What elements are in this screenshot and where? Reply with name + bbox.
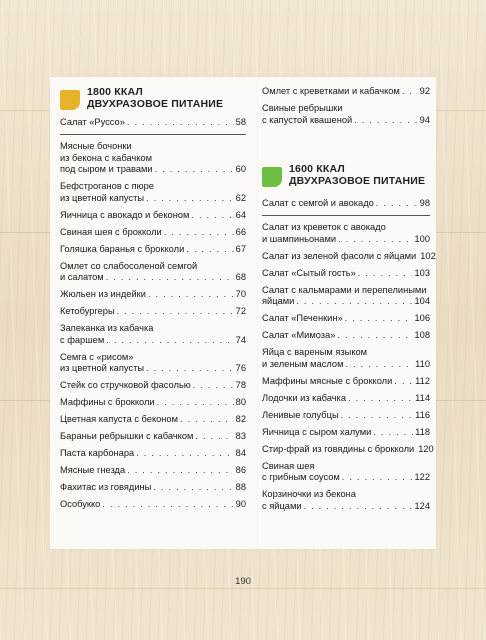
dot-leader: [345, 359, 413, 371]
toc-entry: [60, 181, 246, 204]
toc-entry-title: Фахитас из говядины: [60, 482, 152, 492]
toc-entry-title-line: Корзиночки из бекона: [262, 489, 356, 499]
toc-entry-title: под сыром и травами: [60, 164, 153, 174]
dot-leader: [191, 210, 233, 222]
toc-entry-title: Стир-фрай из говядины с брокколи: [262, 443, 415, 454]
toc-entry-page: 72: [235, 306, 246, 316]
toc-entry-page: 80: [235, 397, 246, 407]
toc-entry-title: Стейк со стручковой фасолью: [60, 380, 191, 390]
toc-entry-page: 120: [418, 443, 434, 454]
yellow-square-icon: [60, 90, 80, 110]
toc-entry-page: 116: [415, 409, 430, 420]
toc-entry-title-line: из бекона с кабачком: [60, 152, 152, 163]
toc-entry-page: 58: [235, 117, 246, 127]
toc-entry-title-line: Бефстроганов с пюре: [60, 181, 154, 191]
toc-entry-page: 124: [414, 500, 430, 511]
toc-entry-page: 122: [414, 472, 430, 482]
section-header-1800: [60, 86, 223, 110]
dot-leader: [345, 313, 413, 325]
dot-leader: [157, 397, 234, 409]
toc-entry-title: с фаршем: [60, 334, 105, 345]
dot-leader: [337, 330, 412, 342]
toc-list-1800: [60, 117, 246, 516]
dot-leader: [195, 431, 233, 443]
toc-entry-title: Бараньи ребрышки с кабачком: [60, 431, 194, 441]
toc-entry-title: Яичница с авокадо и беконом: [60, 209, 190, 220]
dot-leader: [376, 198, 418, 210]
toc-entry-title: Салат «Печенкин»: [262, 313, 343, 323]
toc-entry-title: из цветной капусты: [60, 363, 145, 373]
toc-entry-page: 112: [415, 375, 430, 386]
toc-entry: [60, 431, 246, 443]
toc-entry: [60, 227, 246, 239]
toc-entry-page: 98: [419, 198, 430, 208]
toc-entry: [262, 330, 430, 342]
toc-entry: [262, 461, 430, 484]
dot-leader: [373, 427, 413, 439]
toc-entry: [60, 414, 246, 426]
toc-entry: [262, 103, 430, 126]
toc-entry-title: Мясные гнезда: [60, 465, 126, 475]
toc-entry: [60, 323, 246, 346]
toc-entry-page: 94: [419, 114, 430, 125]
toc-entry-page: 68: [235, 272, 246, 282]
dot-leader: [102, 499, 233, 511]
toc-entry-page: 110: [415, 358, 430, 369]
toc-entry: [60, 397, 246, 409]
toc-entry: [60, 352, 246, 375]
toc-entry-page: 74: [235, 334, 246, 345]
page-number: 190: [235, 576, 251, 587]
toc-entry: [262, 393, 430, 405]
toc-entry-title: Жюльен из индейки: [60, 289, 146, 299]
dot-leader: [146, 193, 234, 205]
toc-entry: [262, 376, 430, 388]
dot-leader: [155, 164, 234, 176]
dot-leader: [338, 234, 412, 246]
dot-leader: [342, 472, 413, 484]
toc-entry: [60, 380, 246, 392]
toc-entry-page: 103: [414, 267, 430, 278]
dot-leader: [354, 115, 417, 127]
toc-list-1800-continued: [262, 86, 430, 132]
toc-entry-page: 104: [414, 296, 430, 306]
divider-line: [60, 134, 246, 135]
toc-entry-page: 108: [414, 330, 430, 340]
dot-leader: [341, 410, 414, 422]
dot-leader: [186, 244, 233, 256]
toc-entry-title-line: Салат с кальмарами и перепелиными: [262, 284, 427, 295]
toc-entry-title: Салат из зеленой фасоли с яйцами: [262, 250, 417, 261]
toc-entry-title-line: Мясные бочонки: [60, 141, 132, 151]
section-title-1600: 1600 ККАЛ ДВУХРАЗОВОЕ ПИТАНИЕ: [289, 163, 426, 187]
toc-entry: [60, 499, 246, 511]
toc-entry-title: Салат «Сытый гость»: [262, 267, 356, 278]
toc-entry-title-line: Семга с «рисом»: [60, 351, 134, 362]
toc-entry: [262, 410, 430, 422]
toc-entry-title: Маффины с брокколи: [60, 397, 155, 407]
toc-entry-page: 114: [415, 392, 430, 403]
dot-leader: [117, 306, 234, 318]
green-square-icon: [262, 167, 282, 187]
toc-entry-page: 84: [235, 448, 246, 458]
toc-entry: [262, 198, 430, 210]
toc-entry-page: 86: [235, 465, 246, 475]
toc-entry-title: с яйцами: [262, 500, 302, 511]
toc-entry: [262, 489, 430, 512]
toc-entry-title: Салат с семгой и авокадо: [262, 198, 374, 208]
toc-entry-title-line: Свиные ребрышки: [262, 103, 343, 113]
toc-entry: [60, 465, 246, 477]
toc-entry-title: из цветной капусты: [60, 192, 145, 203]
section-title-1800: 1800 ККАЛ ДВУХРАЗОВОЕ ПИТАНИЕ: [87, 86, 224, 110]
toc-entry-title: яйцами: [262, 296, 295, 306]
section-header-1600: [262, 163, 425, 187]
toc-entry-page: 118: [415, 426, 430, 437]
toc-entry: [262, 347, 430, 370]
toc-entry: [60, 448, 246, 460]
dot-leader: [106, 272, 234, 284]
dot-leader: [402, 86, 418, 98]
toc-entry-title: и салатом: [60, 272, 104, 282]
toc-entry-title: и зеленым маслом: [262, 358, 344, 369]
dot-leader: [148, 289, 234, 301]
dot-leader: [304, 501, 413, 513]
toc-entry-title: Ленивые голубцы: [262, 409, 339, 420]
toc-entry: [60, 141, 246, 176]
toc-entry-title-line: Омлет со слабосоленой семгой: [60, 260, 198, 271]
toc-entry-title: Голяшка баранья с брокколи: [60, 243, 185, 254]
dot-leader: [193, 380, 234, 392]
toc-entry-title: Салат «Руссо»: [60, 117, 125, 127]
toc-list-1600: [262, 198, 436, 518]
toc-entry-title: Омлет с креветками и кабачком: [262, 86, 400, 96]
toc-entry: [262, 443, 434, 456]
toc-entry-title-line: Салат из креветок с авокадо: [262, 222, 386, 232]
toc-entry-title: Лодочки из кабачка: [262, 392, 346, 403]
toc-entry-page: 92: [419, 86, 430, 96]
dot-leader: [127, 117, 234, 129]
dot-leader: [146, 363, 234, 375]
toc-entry-page: 60: [235, 164, 246, 174]
toc-entry-title: с грибным соусом: [262, 472, 340, 482]
dot-leader: [348, 393, 413, 405]
toc-entry: [60, 117, 246, 129]
toc-entry: [262, 313, 430, 325]
toc-entry-page: 70: [235, 289, 246, 299]
toc-entry-title: и шампиньонами: [262, 233, 337, 244]
toc-entry: [60, 244, 246, 256]
toc-entry-page: 62: [235, 192, 246, 203]
dot-leader: [180, 414, 234, 426]
toc-entry-page: 83: [235, 431, 246, 441]
toc-entry-page: 64: [235, 209, 246, 220]
toc-entry-page: 66: [235, 226, 246, 237]
toc-entry-page: 102: [420, 250, 436, 261]
toc-entry: [60, 210, 246, 222]
dot-leader: [296, 296, 412, 308]
toc-entry-title: Цветная капуста с беконом: [60, 414, 178, 424]
dot-leader: [153, 482, 233, 494]
toc-entry-title: Маффины мясные с брокколи: [262, 375, 393, 386]
toc-entry-title: Паста карбонара: [60, 448, 135, 458]
toc-entry-page: 82: [235, 414, 246, 424]
toc-entry-title-line: Свиная шея: [262, 460, 315, 471]
toc-entry: [262, 268, 430, 280]
toc-entry-title: Яичница с сыром халуми: [262, 426, 372, 437]
dot-leader: [394, 376, 413, 388]
toc-entry: [262, 222, 430, 245]
dot-leader: [164, 227, 234, 239]
toc-entry: [60, 482, 246, 494]
toc-entry-title: Кетобургеры: [60, 306, 115, 316]
toc-entry-title: с капустой квашеной: [262, 114, 353, 125]
toc-entry-page: 90: [235, 499, 246, 509]
dot-leader: [106, 335, 233, 347]
toc-entry-page: 67: [235, 243, 246, 254]
toc-entry-title-line: Яйца с вареным языком: [262, 347, 368, 357]
divider-line: [262, 215, 430, 216]
toc-entry: [60, 306, 246, 318]
toc-entry-page: 78: [235, 380, 246, 390]
toc-entry: [262, 427, 430, 439]
toc-entry: [60, 261, 246, 284]
toc-entry-page: 106: [414, 313, 430, 323]
toc-entry-page: 100: [414, 233, 430, 244]
toc-entry-page: 88: [235, 482, 246, 492]
toc-entry: [262, 86, 430, 98]
toc-entry-title: Салат «Мимоза»: [262, 330, 336, 340]
toc-entry-title: Особукко: [60, 499, 101, 509]
dot-leader: [136, 448, 233, 460]
toc-entry: [60, 289, 246, 301]
dot-leader: [358, 268, 413, 280]
toc-entry: [262, 250, 436, 263]
toc-entry-page: 76: [235, 363, 246, 373]
toc-entry-title: Свиная шея с брокколи: [60, 226, 162, 237]
toc-entry: [262, 285, 430, 308]
dot-leader: [127, 465, 234, 477]
toc-entry-title-line: Запеканка из кабачка: [60, 323, 154, 333]
